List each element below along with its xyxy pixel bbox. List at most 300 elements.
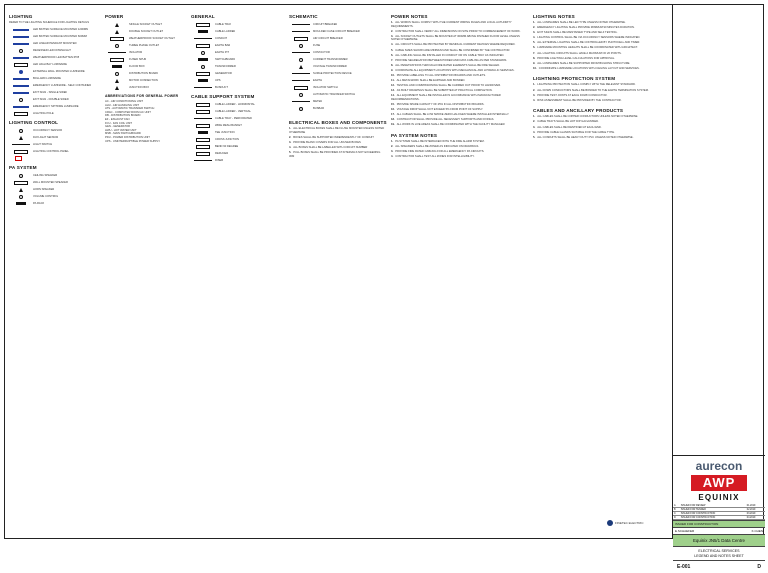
- power-symbol-icon: [105, 71, 129, 77]
- note-text: PROVIDE BLANK COVERS FOR ALL UNUSED BOXES: [293, 140, 361, 144]
- note-text: LUMINAIRE MOUNTING HEIGHTS SHALL BE COORDINATED WITH ARCHITECT.: [537, 46, 638, 50]
- pa-notes-title: PA SYSTEM NOTES: [391, 133, 438, 139]
- note-number: 13.: [391, 89, 395, 93]
- note-text: LIGHTNING PROTECTION SHALL COMPLY WITH THE RELEVANT STANDARD.: [537, 83, 636, 87]
- speaker-symbol-icon: [9, 180, 33, 186]
- legend-label: CABLE TRAY - PERFORATED: [215, 117, 252, 120]
- legend-label: BUSDUCT: [215, 86, 228, 89]
- schematic-symbol-icon: [289, 106, 313, 112]
- note-number: 1.: [533, 115, 536, 119]
- legend-row: [289, 28, 385, 35]
- abbreviation-item: PDU - POWER DISTRIBUTION UNIT: [105, 135, 150, 139]
- general-symbol-icon: [191, 64, 215, 70]
- footer-company-name: FINETEC ELECTRIC: [615, 521, 644, 525]
- drawing-number-row: [673, 560, 765, 573]
- power-symbol-icon: [105, 22, 129, 28]
- power-notes-title: POWER NOTES: [391, 14, 428, 19]
- note-number: 11.: [391, 79, 395, 83]
- note-number: 3.: [533, 93, 536, 97]
- note-number: 1.: [533, 21, 536, 24]
- note-number: 2.: [391, 145, 394, 149]
- legend-row: [191, 122, 283, 129]
- legend-label: WIRE MESH BASKET: [215, 124, 242, 127]
- legend-row: [191, 157, 283, 164]
- cable-support-symbol-icon: [191, 102, 215, 108]
- legend-row: [9, 141, 97, 148]
- legend-row: [191, 129, 283, 136]
- cable-support-symbol-icon: [191, 109, 215, 115]
- note-number: 7.: [391, 58, 394, 62]
- abbreviation-item: DB - DISTRIBUTION BOARD: [105, 114, 141, 118]
- legend-label: EXIT SIGN - SINGLE SIDED: [33, 91, 68, 95]
- control-symbol-icon: [9, 149, 33, 155]
- revision-desc: ISSUED FOR CONSTRUCTION: [680, 516, 746, 520]
- note-text: ALL BOXES SHALL BE LABELLED WITH CIRCUIT NUMBER: [293, 145, 368, 149]
- note-number: 4.: [391, 155, 394, 159]
- power-symbol-icon: [105, 78, 129, 84]
- luminaire-symbol-icon: [9, 83, 33, 89]
- legend-label: WEATHERPROOF LED BATTEN IP65: [33, 56, 80, 60]
- note-number: 4.: [533, 130, 536, 134]
- legend-label: PA RACK: [33, 202, 45, 206]
- note-number: 12.: [391, 84, 395, 88]
- note-item: [391, 54, 525, 58]
- note-text: ALL SOCKET OUTLETS SHALL BE MOUNTED AT 300MM ABOVE FINISHED FLOOR LEVEL UNLESS NOTED OTHERWISE.: [391, 34, 520, 42]
- note-item: [533, 126, 667, 130]
- equinix-logo: EQUINIX: [698, 493, 740, 502]
- note-item: [391, 84, 525, 88]
- legend-label: THREE PHASE OUTLET: [129, 44, 160, 47]
- note-item: [391, 30, 525, 34]
- legend-row: [9, 148, 97, 155]
- note-text: PA SYSTEM SHALL BE INTERFACED WITH THE FIRE ALARM SYSTEM.: [395, 140, 485, 144]
- legend-label: ISOLATOR SWITCH: [313, 86, 338, 89]
- legend-row: [191, 49, 283, 56]
- note-number: 9.: [533, 61, 536, 65]
- legend-row: [289, 84, 385, 91]
- note-number: 16.: [391, 108, 395, 112]
- note-text: PROVIDE SPARE CAPACITY OF 25% IN ALL DISTRIBUTION BOARDS.: [396, 103, 485, 107]
- note-item: [533, 131, 667, 135]
- legend-label: DISTRIBUTION BOARD: [129, 72, 159, 75]
- drawing-title-line-1: ELECTRICAL SERVICES: [698, 549, 740, 553]
- note-number: 15.: [391, 103, 395, 107]
- legend-label: LED BATTEN SURFACE MOUNTED 600MM: [33, 35, 87, 39]
- legend-row: [9, 134, 97, 141]
- legend-row: [9, 82, 97, 89]
- note-item: [391, 49, 525, 53]
- note-item: [289, 141, 385, 145]
- note-text: AS BUILT DRAWINGS SHALL BE SUBMITTED AT PRACTICAL COMPLETION.: [396, 89, 493, 93]
- note-item: [533, 36, 667, 40]
- note-text: ALL CIRCUITS SHALL BE PROTECTED BY RESIDUAL CURRENT DEVICES WHERE REQUIRED.: [395, 43, 516, 47]
- legend-label: LIGHT SWITCH: [33, 143, 53, 147]
- legend-label: EARTH PIT: [215, 51, 229, 54]
- legend-row: [289, 21, 385, 28]
- legend-label: FLOOR BOX: [129, 65, 145, 68]
- lightning-protection-title: LIGHTNING PROTECTION SYSTEM: [533, 76, 616, 82]
- note-number: 2.: [391, 29, 394, 33]
- note-text: ALL DOWN CONDUCTORS SHALL BE BONDED TO THE EARTH TERMINATION SYSTEM.: [537, 88, 649, 92]
- lighting-title: LIGHTING: [9, 14, 33, 19]
- legend-label: EXIT SIGN - DOUBLE SIDED: [33, 98, 69, 102]
- legend-row: [9, 193, 97, 200]
- schematic-symbol-icon: [289, 85, 313, 91]
- general-symbol-icon: [191, 43, 215, 49]
- general-symbol-icon: [191, 36, 215, 42]
- legend-label: UPS: [215, 79, 221, 82]
- note-number: 5.: [533, 135, 536, 139]
- general-symbol-icon: [191, 78, 215, 84]
- checker-field: K.CHEN: [751, 529, 763, 533]
- legend-row: [289, 63, 385, 70]
- general-title: GENERAL: [191, 14, 215, 19]
- legend-label: HORN SPEAKER: [33, 188, 55, 192]
- luminaire-symbol-icon: [9, 27, 33, 33]
- legend-label: EMERGENCY SPITFIRE LUMINAIRE: [33, 105, 79, 109]
- legend-label: AUTOMATIC TRANSFER SWITCH: [313, 93, 356, 96]
- legend-row: [191, 115, 283, 122]
- schematic-symbol-icon: [289, 92, 313, 98]
- revision-rev: A: [673, 504, 680, 508]
- note-number: 2.: [533, 120, 536, 124]
- notes-column-2: [533, 11, 667, 141]
- revision-row: [673, 516, 765, 520]
- luminaire-symbol-icon: [9, 90, 33, 96]
- note-item: [533, 89, 667, 93]
- note-number: 4.: [533, 36, 536, 40]
- legend-row: [105, 56, 185, 63]
- legend-row: [9, 127, 97, 134]
- note-text: ALL PENETRATIONS THROUGH FIRE RATED ELEMENTS SHALL BE FIRE SEALED.: [395, 63, 500, 67]
- lighting-list: [9, 26, 97, 117]
- legend-row: [9, 75, 97, 82]
- cable-support-symbol-icon: [191, 137, 215, 143]
- note-item: [391, 35, 525, 42]
- legend-column-1: [9, 11, 97, 207]
- power-list: [105, 21, 185, 91]
- cable-support-symbol-icon: [191, 151, 215, 157]
- legend-row: [289, 91, 385, 98]
- note-text: ALL EQUIPMENT SHALL BE INSTALLED IN ACCORDANCE WITH MANUFACTURER RECOMMENDATIONS.: [391, 94, 501, 101]
- revision-date: 01.2019: [746, 504, 765, 508]
- lighting-notes-list: [533, 21, 667, 70]
- power-symbol-icon: [105, 36, 129, 42]
- legend-label: VOLTAGE TRANSFORMER: [313, 65, 347, 68]
- note-item: [391, 123, 525, 127]
- note-number: 1.: [391, 140, 394, 144]
- pa-system-list: [9, 172, 97, 207]
- legend-row: [289, 98, 385, 105]
- legend-label: EXTERNAL WALL MOUNTED LUMINAIRE: [33, 70, 85, 74]
- cables-ancillary-title: CABLES AND ANCILLARY PRODUCTS: [533, 108, 624, 114]
- note-item: [289, 151, 385, 158]
- legend-row: [191, 150, 283, 157]
- note-item: [391, 140, 525, 144]
- note-number: 4.: [289, 145, 292, 149]
- note-number: 2.: [289, 135, 292, 139]
- note-text: ALL SPEAKERS SHALL BE ZONED AS INDICATED ON DRAWINGS.: [395, 145, 479, 149]
- legend-row: [289, 35, 385, 42]
- note-number: 9.: [391, 68, 394, 72]
- note-text: PROVIDE SEGREGATION BETWEEN POWER AND DATA CABLING AS PER STANDARDS.: [395, 58, 508, 62]
- schematic-symbol-icon: [289, 99, 313, 105]
- cable-support-symbol-icon: [191, 144, 215, 150]
- note-item: [533, 136, 667, 140]
- legend-label: WALL MOUNTED SPEAKER: [33, 181, 68, 185]
- abbreviation-item: EF - EXHAUST FAN: [105, 117, 130, 121]
- legend-label: CEILING SPEAKER: [33, 174, 58, 178]
- legend-label: SURGE PROTECTION DEVICE: [313, 72, 352, 75]
- general-symbol-icon: [191, 50, 215, 56]
- luminaire-symbol-icon: [9, 69, 33, 75]
- revision-date: 03.2019: [746, 512, 765, 516]
- note-number: 5.: [533, 41, 536, 45]
- note-text: COORDINATE LUMINAIRE LOCATIONS WITH CEILING LAYOUT AND SERVICES.: [538, 66, 640, 70]
- drawing-title-line-2: LEGEND AND NOTES SHEET: [694, 553, 744, 558]
- legend-label: FUSED SPUR: [129, 58, 147, 61]
- legend-label: MOTOR CONNECTION: [129, 79, 158, 82]
- note-number: 5.: [289, 150, 292, 154]
- note-item: [533, 67, 667, 71]
- note-number: 18.: [391, 118, 395, 122]
- drawing-sheet: [4, 4, 764, 570]
- legend-row: [191, 56, 283, 63]
- note-item: [533, 83, 667, 87]
- revision-rev: D: [673, 516, 680, 520]
- abbreviation-item: FCU - FAN COIL UNIT: [105, 121, 133, 125]
- legend-row: [289, 42, 385, 49]
- legend-label: CURRENT TRANSFORMER: [313, 58, 348, 61]
- note-text: PROVIDE LIGHTING LEVEL CALCULATIONS FOR APPROVAL.: [537, 56, 616, 60]
- abbreviation-item: CRAC - COMPUTER ROOM AC UNIT: [105, 110, 151, 114]
- legend-label: GENERATOR: [215, 72, 232, 75]
- note-item: [533, 46, 667, 50]
- legend-row: [105, 21, 185, 28]
- general-symbol-icon: [191, 57, 215, 63]
- revision-rev: C: [673, 512, 680, 516]
- legend-row: [191, 42, 283, 49]
- legend-row: [9, 186, 97, 193]
- note-item: [391, 103, 525, 107]
- note-text: ALL CABLES SHALL BE LOW SMOKE ZERO HALOGEN WHERE INSTALLED INTERNALLY.: [396, 113, 510, 117]
- legend-row: [9, 200, 97, 207]
- speaker-symbol-icon: [9, 173, 33, 179]
- note-item: [391, 79, 525, 83]
- speaker-symbol-icon: [9, 201, 33, 207]
- legend-row: [9, 54, 97, 61]
- note-number: 2.: [533, 88, 536, 92]
- legend-label: CROSS JUNCTION: [215, 138, 239, 141]
- legend-row: [9, 103, 97, 110]
- aurecon-logo-text: aurecon: [695, 459, 743, 473]
- aurecon-logo: [673, 459, 765, 473]
- power-notes-list: [391, 21, 525, 127]
- note-number: 2.: [533, 26, 536, 30]
- note-item: [533, 62, 667, 66]
- legend-label: TEE JUNCTION: [215, 131, 235, 134]
- schematic-symbol-icon: [289, 36, 313, 42]
- legend-label: OCCUPANCY SENSOR: [33, 129, 63, 133]
- project-name: Equinix JN5/1 Data Centre: [673, 534, 765, 546]
- note-number: 4.: [391, 43, 394, 47]
- note-number: 17.: [391, 113, 395, 117]
- general-symbol-icon: [191, 71, 215, 77]
- legend-label: BUSBAR: [313, 107, 325, 110]
- legend-row: [191, 136, 283, 143]
- speaker-symbol-icon: [9, 187, 33, 193]
- designer-checker-row: [673, 527, 765, 534]
- legend-label: MOULDED CASE CIRCUIT BREAKER: [313, 30, 360, 33]
- note-number: 3.: [391, 34, 394, 38]
- status-field: ISSUED FOR CONSTRUCTION: [673, 520, 765, 527]
- revision-desc: ISSUED FOR TENDER: [680, 508, 746, 512]
- legend-row: [9, 172, 97, 179]
- power-abbrev-title: ABBREVIATIONS FOR GENERAL POWER: [105, 94, 179, 98]
- note-text: TESTING AND COMMISSIONING SHALL BE CARRIED OUT PRIOR TO HANDOVER.: [396, 84, 501, 88]
- legend-label: CABLE LADDER: [215, 30, 236, 33]
- legend-label: LED LINEAR PENDANT MOUNTED: [33, 42, 77, 46]
- note-item: [533, 94, 667, 98]
- legend-row: [191, 108, 283, 115]
- abbreviation-item: AHU - AIR HANDLING UNIT: [105, 103, 140, 107]
- schematic-symbol-icon: [289, 43, 313, 49]
- schematic-symbol-icon: [289, 64, 313, 70]
- revision-desc: ISSUED FOR CONSTRUCTION: [680, 512, 746, 516]
- power-symbol-icon: [105, 85, 129, 91]
- legend-label: CABLE TRAY: [215, 23, 232, 26]
- note-item: [391, 150, 525, 154]
- red-box-icon: [15, 156, 22, 161]
- legend-row: [9, 89, 97, 96]
- note-number: 10.: [391, 74, 395, 78]
- legend-label: AIR CIRCUIT BREAKER: [313, 37, 343, 40]
- note-number: 8.: [391, 63, 394, 67]
- lightning-protection-list: [533, 83, 667, 102]
- legend-row: [289, 56, 385, 63]
- note-item: [391, 21, 525, 28]
- footer-company: [607, 520, 644, 526]
- legend-label: RECESSED LED DOWNLIGHT: [33, 49, 71, 53]
- legend-label: REDUCER: [215, 152, 229, 155]
- note-number: 6.: [391, 53, 394, 57]
- legend-label: BEND 90 DEGREE: [215, 145, 239, 148]
- power-symbol-icon: [105, 64, 129, 70]
- note-number: 19.: [391, 123, 395, 127]
- note-text: VOLTAGE DROP SHALL NOT EXCEED 5% FROM POINT OF SUPPLY.: [396, 108, 484, 112]
- note-item: [391, 64, 525, 68]
- note-item: [289, 146, 385, 150]
- note-text: ALL LUMINAIRES SHALL BE LED TYPE UNLESS NOTED OTHERWISE.: [537, 21, 626, 24]
- note-text: ALL WORKS SHALL COMPLY WITH THE CURRENT WIRING RULES AND LOCAL AUTHORITY REQUIREMENTS.: [391, 21, 512, 28]
- note-item: [533, 31, 667, 35]
- note-text: EMERGENCY LIGHTING SHALL PROVIDE MINIMUM 90 MINUTES DURATION.: [537, 26, 635, 30]
- cable-support-title: CABLE SUPPORT SYSTEM: [191, 94, 255, 99]
- note-text: PROVIDE FIRE RATED CABLING FOR ALL EMERGENCY PA CIRCUITS.: [395, 150, 485, 154]
- legend-row: [191, 143, 283, 150]
- note-text: CABLE TRAYS SHALL BE HOT DIP GALVANISED.: [537, 120, 599, 124]
- legend-row: [9, 68, 97, 75]
- legend-row: [289, 77, 385, 84]
- note-number: 1.: [533, 83, 536, 87]
- legend-label: EMERGENCY LUMINAIRE - SELF CONTAINED: [33, 84, 92, 88]
- legend-label: SWITCHBOARD: [215, 58, 236, 61]
- cable-support-symbol-icon: [191, 116, 215, 122]
- note-text: ALL LIGHTING CIRCUITS SHALL HAVE A MAXIMUM OF 20 POINTS.: [537, 51, 622, 55]
- note-text: CONTRACTOR SHALL TEST ALL ZONES FOR INTELLIGIBILITY.: [395, 155, 475, 159]
- legend-label: FUSE: [313, 44, 321, 47]
- legend-row: [105, 35, 185, 42]
- note-item: [391, 43, 525, 47]
- revision-date: 04.2019: [746, 516, 765, 520]
- note-number: 4.: [533, 98, 536, 102]
- legend-row: [191, 101, 283, 108]
- cable-support-symbol-icon: [191, 158, 215, 164]
- note-item: [391, 145, 525, 149]
- general-symbol-icon: [191, 22, 215, 28]
- cable-support-list: [191, 101, 283, 164]
- lighting-control-list: [9, 127, 97, 155]
- legend-label: METER: [313, 100, 323, 103]
- cable-support-symbol-icon: [191, 130, 215, 136]
- legend-label: CABLE LADDER - HORIZONTAL: [215, 103, 255, 106]
- schematic-symbol-icon: [289, 71, 313, 77]
- legend-label: WEATHERPROOF SOCKET OUTLET: [129, 37, 175, 40]
- general-symbol-icon: [191, 85, 215, 91]
- note-text: LIGHTING CONTROL SHALL BE VIA OCCUPANCY SENSORS WHERE INDICATED.: [537, 36, 641, 40]
- note-text: RISK ASSESSMENT SHALL BE PROVIDED BY THE CONTRACTOR.: [537, 98, 622, 102]
- abbreviation-item: MSB - MAIN SWITCHBOARD: [105, 132, 141, 136]
- note-item: [533, 21, 667, 25]
- control-symbol-icon: [9, 135, 33, 141]
- note-text: EXIT SIGNS SHALL BE MAINTAINED TYPE AND SELF TESTING.: [537, 31, 618, 35]
- abbreviation-item: UPS - UNINTERRUPTIBLE POWER SUPPLY: [105, 139, 161, 143]
- legend-row: [9, 61, 97, 68]
- lighting-notes-title: LIGHTING NOTES: [533, 14, 575, 19]
- note-item: [391, 108, 525, 112]
- note-number: 14.: [391, 94, 395, 98]
- legend-label: SINGLE SOCKET OUTLET: [129, 23, 162, 26]
- note-item: [391, 94, 525, 101]
- drawing-title: [673, 546, 765, 560]
- title-block-blank-area: [673, 5, 765, 456]
- legend-label: BOLLARD LUMINAIRE: [33, 77, 61, 81]
- legend-row: [289, 105, 385, 112]
- legend-label: CONTACTOR: [313, 51, 330, 54]
- legend-row: [191, 28, 283, 35]
- pa-system-title: PA SYSTEM: [9, 165, 37, 171]
- power-abbrev-list: [105, 100, 185, 143]
- note-item: [289, 136, 385, 140]
- power-symbol-icon: [105, 50, 129, 56]
- note-text: ALL CABLING SHALL BE INSTALLED IN CONDUIT OR ON CABLE TRAY AS INDICATED.: [395, 53, 505, 57]
- note-item: [391, 74, 525, 78]
- note-text: CABLE SIZES SHOWN ARE MINIMUM AND SHALL BE CONFIRMED BY THE CONTRACTOR.: [395, 48, 511, 52]
- luminaire-symbol-icon: [9, 97, 33, 103]
- abbreviation-item: GEN - GENERATOR: [105, 125, 130, 129]
- luminaire-symbol-icon: [9, 55, 33, 61]
- note-number: 3.: [391, 150, 394, 154]
- legend-row: [289, 49, 385, 56]
- designer-field: E.SCHAEFER: [675, 529, 695, 533]
- luminaire-symbol-icon: [9, 62, 33, 68]
- note-item: [391, 118, 525, 122]
- power-symbol-icon: [105, 29, 129, 35]
- drawing-number: E-001: [677, 564, 691, 570]
- legend-label: TRANSFORMER: [215, 65, 236, 68]
- control-symbol-icon: [9, 128, 33, 134]
- note-text: CONTRACTOR SHALL VERIFY ALL DIMENSIONS ON SITE PRIOR TO COMMENCEMENT OF WORK.: [395, 29, 521, 33]
